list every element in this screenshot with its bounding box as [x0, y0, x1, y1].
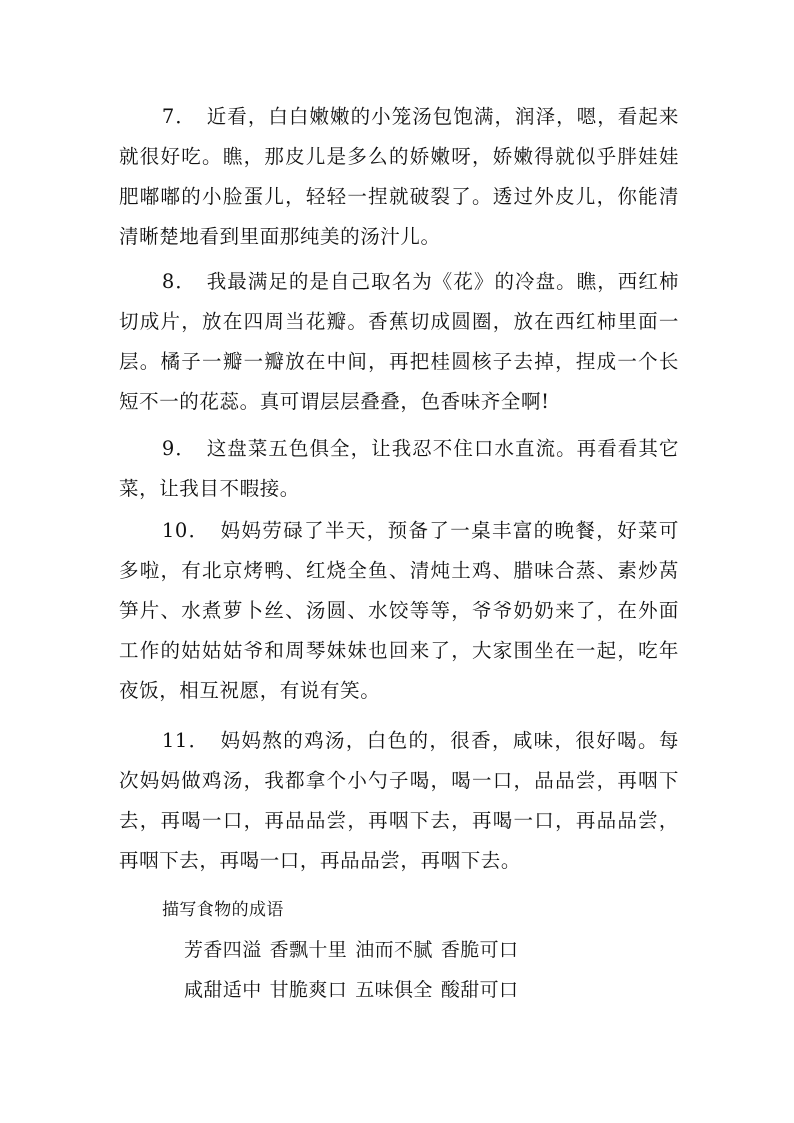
paragraph-9: 9． 这盘菜五色俱全，让我忍不住口水直流。再看看其它菜，让我目不暇接。: [119, 437, 679, 500]
paragraph-11: 11． 妈妈熬的鸡汤，白色的，很香，咸味，很好喝。每次妈妈做鸡汤，我都拿个小勺子喝，喝一口，品品尝，再咽下去，再喝一口，再品品尝，再咽下去，再喝一口，再品品尝，再咽下去，再喝一口，再品品尝，再咽下去。: [119, 729, 679, 872]
idioms-heading: 描写食物的成语: [162, 900, 284, 920]
idiom: 油而不腻: [355, 939, 433, 961]
idiom: 香脆可口: [440, 939, 519, 961]
paragraph-10: 10． 妈妈劳碌了半天，预备了一桌丰富的晚餐，好菜可多啦，有北京烤鸭、红烧全鱼、清炖土鸡、腊味合蒸、素炒莴笋片、水煮萝卜丝、汤圆、水饺等等，爷爷奶奶来了，在外面工作的姑姑姑爷和周琴妹妹也回来了，大家围坐在一起，吃年夜饭，相互祝愿，有说有笑。: [119, 519, 679, 702]
idiom: 芳香四溢: [184, 939, 262, 961]
idiom: 酸甜可口: [440, 979, 519, 1001]
idiom: 五味俱全: [355, 979, 433, 1001]
idiom-row-1: [184, 930, 518, 970]
idiom-row-2: [184, 970, 518, 1010]
idiom: 香飘十里: [269, 939, 348, 961]
paragraph-7: 7． 近看，白白嫩嫩的小笼汤包饱满，润泽，嗯，看起来就很好吃。瞧，那皮儿是多么的娇嫩呀，娇嫩得就似乎胖娃娃肥嘟嘟的小脸蛋儿，轻轻一捏就破裂了。透过外皮儿，你能清清晰楚地看到里面那纯美的汤汁儿。: [119, 105, 679, 248]
idiom: 甘脆爽口: [269, 979, 348, 1001]
paragraph-8: 8． 我最满足的是自己取名为《花》的冷盘。瞧，西红柿切成片，放在四周当花瓣。香蕉切成圆圈，放在西红柿里面一层。橘子一瓣一瓣放在中间，再把桂圆核子去掉，捏成一个长短不一的花蕊。真可谓层层叠叠，色香味齐全啊!: [119, 270, 679, 413]
idiom: 咸甜适中: [184, 979, 262, 1001]
